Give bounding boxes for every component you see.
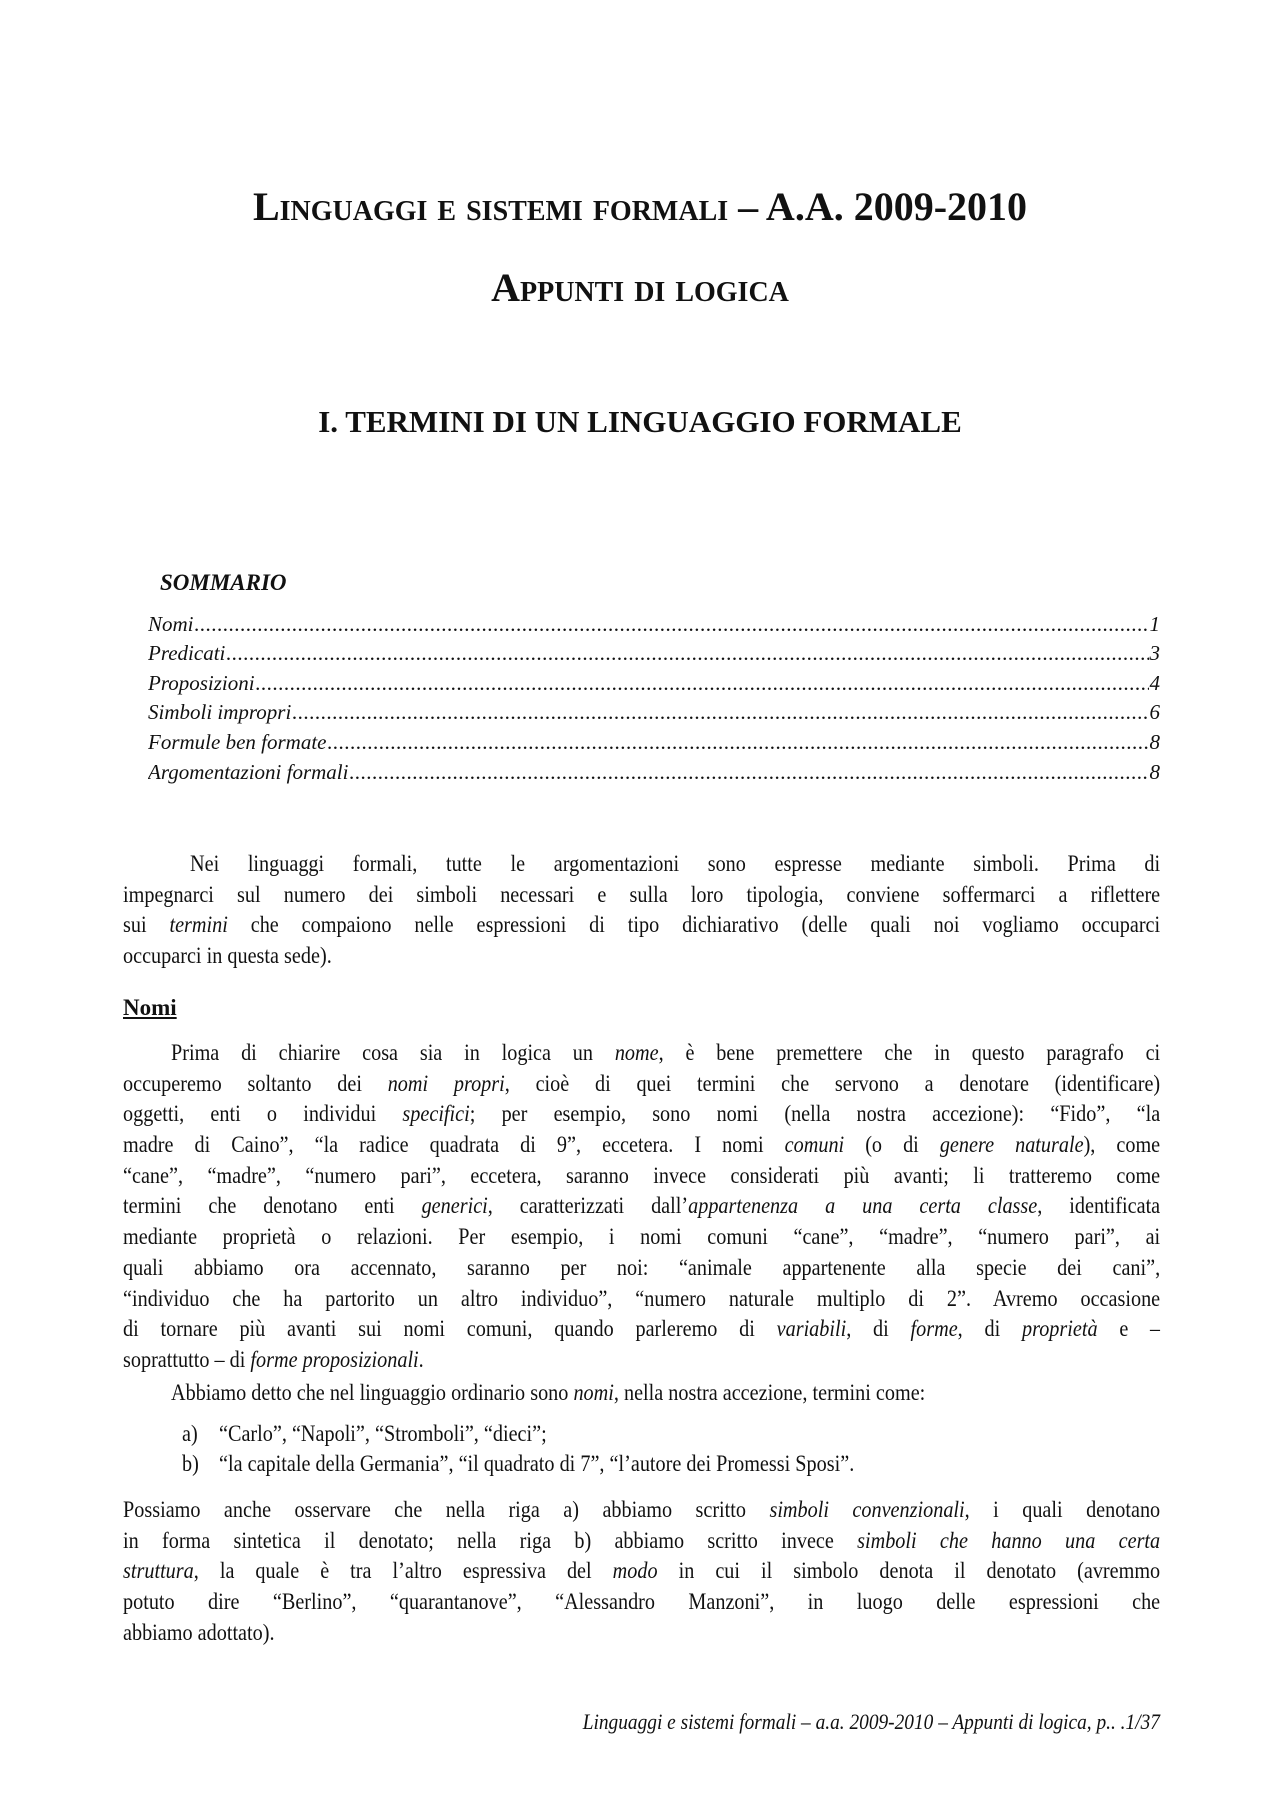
italic-term: comuni xyxy=(784,1132,845,1159)
italic-term: proprietà xyxy=(1021,1316,1098,1343)
toc-leader-dots xyxy=(349,760,1148,785)
text-line xyxy=(123,1130,1160,1161)
text-line xyxy=(123,1253,1160,1284)
text-run: oggetti, enti o individui xyxy=(123,1101,403,1128)
text-run: occuparci in questa sede). xyxy=(123,943,332,970)
italic-term: variabili xyxy=(776,1316,847,1343)
toc-entry-page: 8 xyxy=(1149,760,1160,784)
text-line xyxy=(123,1099,1160,1130)
text-run: , identificata xyxy=(1037,1193,1161,1220)
italic-term: struttura xyxy=(123,1558,194,1585)
text-run: termini che denotano enti xyxy=(123,1193,422,1220)
nomi-paragraph-3 xyxy=(123,1495,1280,1648)
list-item-b: “la capitale della Germania”, “il quadrato di 7”, “l’autore dei Promessi Sposi”. xyxy=(219,1451,855,1477)
nomi-paragraph-2 xyxy=(123,1378,1280,1409)
text-line xyxy=(123,941,1160,972)
text-line xyxy=(123,910,1160,941)
toc-entry-label: Simboli impropri xyxy=(148,700,292,724)
text-run: , la quale è tra l’altro espressiva del xyxy=(193,1558,613,1585)
italic-term: generici xyxy=(421,1193,488,1220)
text-line xyxy=(123,1618,1160,1649)
italic-term: nome xyxy=(614,1040,659,1066)
text-run: “cane”, “madre”, “numero pari”, eccetera, saranno invece considerati più avanti; li tratteremo come xyxy=(123,1162,1161,1189)
list-marker-b: b) xyxy=(182,1451,199,1477)
text-run: che compaiono nelle espressioni di tipo dichiarativo (delle quali noi vogliamo occuparci xyxy=(227,912,1161,939)
section-heading-nomi: Nomi xyxy=(123,995,177,1020)
italic-term: forme xyxy=(910,1316,958,1343)
text-run: occuperemo soltanto dei xyxy=(123,1070,388,1097)
text-run: e – xyxy=(1097,1316,1161,1343)
document-title: Linguaggi e sistemi formali – A.A. 2009-2010 xyxy=(252,184,1028,229)
text-line xyxy=(123,1161,1160,1192)
toc-leader-dots xyxy=(292,700,1148,725)
toc-entry[interactable] xyxy=(148,760,1160,790)
italic-term: appartenenza a una certa classe xyxy=(688,1193,1038,1220)
italic-term: nomi propri xyxy=(387,1070,505,1097)
nomi-paragraph-1 xyxy=(123,1038,1280,1376)
text-line xyxy=(123,1222,1160,1253)
italic-term: simboli convenzionali xyxy=(769,1497,965,1523)
toc-entry-page: 4 xyxy=(1149,671,1160,695)
text-run: in cui il simbolo denota il denotato (avremmo xyxy=(657,1558,1161,1585)
text-run: di tornare più avanti sui nomi comuni, quando parleremo di xyxy=(123,1316,777,1343)
toc-entry[interactable] xyxy=(148,671,1160,701)
text-run: Prima di chiarire cosa sia in logica un xyxy=(170,1040,615,1066)
toc-leader-dots xyxy=(195,612,1149,637)
toc-entry-page: 6 xyxy=(1149,700,1160,724)
text-line xyxy=(123,1284,1160,1315)
text-line xyxy=(123,1495,1160,1526)
toc-entry[interactable] xyxy=(148,641,1160,671)
toc-leader-dots xyxy=(327,730,1148,755)
text-run: ; per esempio, sono nomi (nella nostra accezione): “Fido”, “la xyxy=(469,1101,1161,1128)
text-run: in forma sintetica il denotato; nella riga b) abbiamo scritto invece xyxy=(123,1527,858,1554)
italic-term: specifici xyxy=(402,1101,470,1128)
toc-entry[interactable] xyxy=(148,730,1160,760)
toc-entry-page: 1 xyxy=(1149,612,1160,636)
text-run: quali abbiamo ora accennato, saranno per noi: “animale appartenente alla specie dei cani”, xyxy=(123,1254,1161,1281)
italic-term: forme proposizionali xyxy=(250,1346,419,1373)
text-run: madre di Caino”, “la radice quadrata di 9”, eccetera. I nomi xyxy=(123,1132,785,1159)
text-run: (o di xyxy=(844,1132,940,1159)
text-run: , di xyxy=(957,1316,1022,1343)
text-run: , i quali denotano xyxy=(964,1497,1161,1523)
intro-paragraph xyxy=(123,849,1280,972)
text-run: , nella nostra accezione, termini come: xyxy=(613,1380,926,1406)
text-run: , cioè di quei termini che servono a denotare (identificare) xyxy=(504,1070,1161,1097)
text-run: potuto dire “Berlino”, “quarantanove”, “Alessandro Manzoni”, in luogo delle espressioni che xyxy=(123,1589,1161,1616)
toc-heading: SOMMARIO xyxy=(160,570,287,595)
text-run: . xyxy=(418,1346,424,1373)
page-footer: Linguaggi e sistemi formali – a.a. 2009-2010 – Appunti di logica, p.. .1/37 xyxy=(582,1709,1160,1734)
list-marker-a: a) xyxy=(182,1421,198,1447)
text-line xyxy=(123,1556,1160,1587)
text-run: , di xyxy=(846,1316,911,1343)
text-line xyxy=(123,1526,1160,1557)
toc-leader-dots xyxy=(226,641,1148,666)
toc-entry-label: Argomentazioni formali xyxy=(148,760,349,784)
toc-entry[interactable] xyxy=(148,700,1160,730)
text-line xyxy=(123,880,1160,911)
text-line xyxy=(123,1587,1160,1618)
chapter-heading: I. TERMINI DI UN LINGUAGGIO FORMALE xyxy=(318,404,962,439)
italic-term: modo xyxy=(612,1558,658,1585)
text-run: Abbiamo detto che nel linguaggio ordinario sono xyxy=(170,1380,574,1406)
text-run: ), come xyxy=(1083,1132,1161,1159)
toc-entry[interactable] xyxy=(148,612,1160,642)
toc-leader-dots xyxy=(256,671,1149,696)
toc-entry-label: Nomi xyxy=(148,612,194,636)
text-line xyxy=(123,1314,1160,1345)
toc-entry-label: Proposizioni xyxy=(148,671,255,695)
italic-term: termini xyxy=(169,912,228,939)
text-run: mediante proprietà o relazioni. Per esempio, i nomi comuni “cane”, “madre”, “numero pari”, ai xyxy=(123,1224,1161,1251)
italic-term: nomi xyxy=(573,1380,614,1406)
toc-entry-page: 8 xyxy=(1149,730,1160,754)
text-run: , caratterizzati dall’ xyxy=(487,1193,689,1220)
document-subtitle: Appunti di logica xyxy=(491,265,789,310)
text-run: Nei linguaggi formali, tutte le argomentazioni sono espresse mediante simboli. Prima di xyxy=(189,851,1161,877)
toc-entry-label: Formule ben formate xyxy=(148,730,327,754)
text-line xyxy=(123,1069,1160,1100)
text-line xyxy=(123,1378,1160,1409)
text-line xyxy=(123,1191,1160,1222)
italic-term: simboli che hanno una certa xyxy=(857,1527,1161,1554)
toc-entry-label: Predicati xyxy=(148,641,226,665)
italic-term: genere naturale xyxy=(939,1132,1084,1159)
text-run: impegnarci sul numero dei simboli necessari e sulla loro tipologia, conviene soffermarci a riflettere xyxy=(123,881,1161,908)
text-run: Possiamo anche osservare che nella riga a) abbiamo scritto xyxy=(123,1497,770,1523)
text-run: abbiamo adottato). xyxy=(123,1619,275,1646)
text-run: soprattutto – di xyxy=(123,1346,251,1373)
text-run: , è bene premettere che in questo paragrafo ci xyxy=(658,1040,1161,1066)
text-line xyxy=(123,849,1160,880)
toc-entry-page: 3 xyxy=(1149,641,1160,665)
list-item-a: “Carlo”, “Napoli”, “Stromboli”, “dieci”; xyxy=(219,1421,547,1447)
text-run: “individuo che ha partorito un altro individuo”, “numero naturale multiplo di 2”. Avremo occasione xyxy=(123,1285,1161,1312)
text-line xyxy=(123,1345,1160,1376)
text-line xyxy=(123,1038,1160,1069)
text-run: sui xyxy=(123,912,170,939)
